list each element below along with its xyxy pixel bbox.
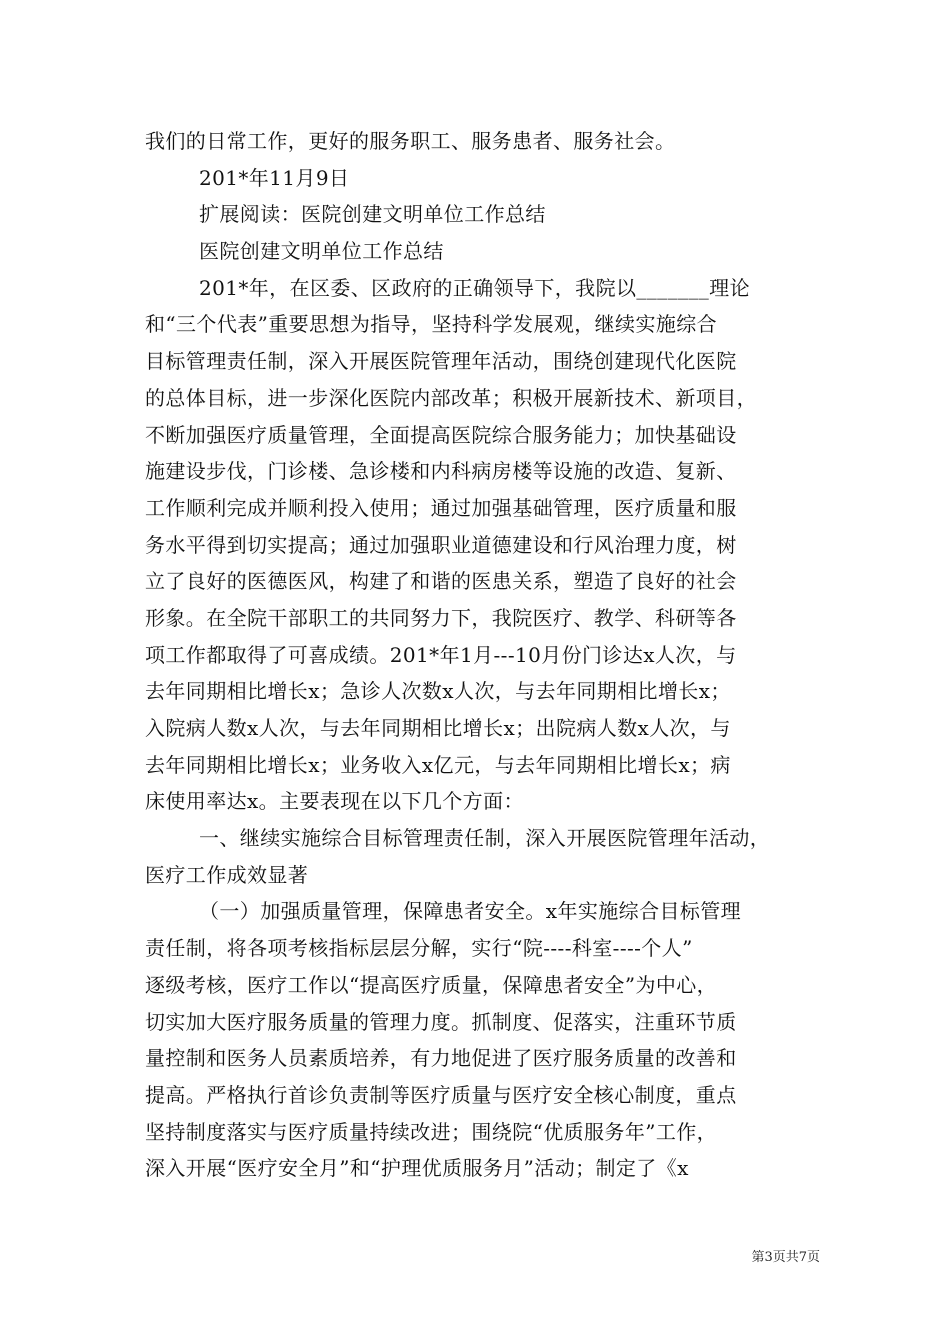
paragraph-line: 施建设步伐，门诊楼、急诊楼和内科病房楼等设施的改造、复新、 xyxy=(145,459,737,484)
paragraph-line: 量控制和医务人员素质培养，有力地促进了医疗服务质量的改善和 xyxy=(145,1046,737,1071)
paragraph-line: 和“三个代表”重要思想为指导，坚持科学发展观，继续实施综合 xyxy=(145,312,718,337)
paragraph-line: 工作顺利完成并顺利投入使用；通过加强基础管理，医疗质量和服 xyxy=(145,495,737,520)
heading-line: 一、继续实施综合目标管理责任制，深入开展医院管理年活动， xyxy=(199,826,771,851)
paragraph-line: 去年同期相比增长x；业务收入x亿元，与去年同期相比增长x；病 xyxy=(145,752,731,777)
text-line: 我们的日常工作，更好的服务职工、服务患者、服务社会。 xyxy=(145,129,676,153)
paragraph-line: 的总体目标，进一步深化医院内部改革；积极开展新技术、新项目， xyxy=(145,385,757,410)
paragraph-line: 项工作都取得了可喜成绩。201*年1月---10月份门诊达x人次，与 xyxy=(145,642,737,667)
paragraph-line: 切实加大医疗服务质量的管理力度。抓制度、促落实，注重环节质 xyxy=(145,1009,737,1034)
paragraph-line: 目标管理责任制，深入开展医院管理年活动，围绕创建现代化医院 xyxy=(145,349,737,374)
paragraph-line: 坚持制度落实与医疗质量持续改进；围绕院“优质服务年”工作， xyxy=(145,1119,718,1144)
paragraph-line: 不断加强医疗质量管理，全面提高医院综合服务能力；加快基础设 xyxy=(145,422,737,447)
heading-line: 医疗工作成效显著 xyxy=(145,862,309,887)
paragraph-line: 入院病人数x人次，与去年同期相比增长x；出院病人数x人次，与 xyxy=(145,716,731,740)
paragraph-line: 床使用率达x。主要表现在以下几个方面： xyxy=(145,789,524,814)
paragraph-line: 提高。严格执行首诊负责制等医疗质量与医疗安全核心制度，重点 xyxy=(145,1082,737,1107)
paragraph-line: 务水平得到切实提高；通过加强职业道德建设和行风治理力度，树 xyxy=(145,532,737,557)
paragraph-line: 形象。在全院干部职工的共同努力下，我院医疗、教学、科研等各 xyxy=(145,605,737,630)
extended-reading-line: 扩展阅读：医院创建文明单位工作总结 xyxy=(199,202,546,227)
page-number-footer: 第3页共7页 xyxy=(751,1250,820,1265)
section-title: 医院创建文明单位工作总结 xyxy=(199,239,444,264)
paragraph-line: 逐级考核，医疗工作以“提高医疗质量，保障患者安全”为中心， xyxy=(145,972,718,997)
paragraph-line: 201*年，在区委、区政府的正确领导下，我院以_______理论 xyxy=(199,275,750,300)
paragraph-line: 立了良好的医德医风，构建了和谐的医患关系，塑造了良好的社会 xyxy=(145,569,737,594)
paragraph-line: 深入开展“医疗安全月”和“护理优质服务月”活动；制定了《x xyxy=(145,1156,689,1181)
paragraph-line: 去年同期相比增长x；急诊人次数x人次，与去年同期相比增长x； xyxy=(145,679,731,704)
document-body xyxy=(145,123,817,1187)
paragraph-line: 责任制，将各项考核指标层层分解，实行“院----科室----个人” xyxy=(145,936,693,961)
paragraph-line: （一）加强质量管理，保障患者安全。x年实施综合目标管理 xyxy=(199,899,742,924)
date-line: 201*年11月9日 xyxy=(199,165,350,190)
